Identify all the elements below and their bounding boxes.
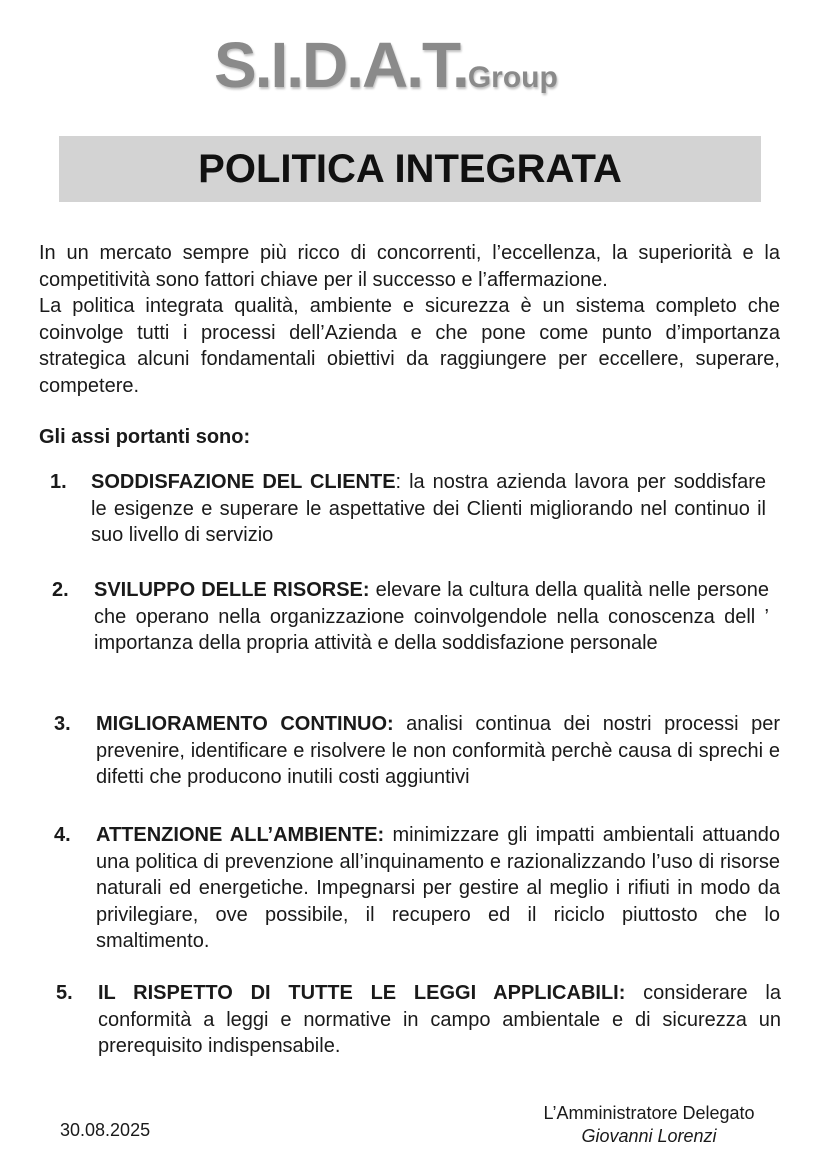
item-heading: SODDISFAZIONE DEL CLIENTE xyxy=(91,471,396,493)
signature-block xyxy=(536,1102,762,1148)
logo-main-text: S.I.D.A.T. xyxy=(214,29,468,101)
item-body: la nostra azienda lavora per soddisfare le esigenze e superare le aspettative dei Clienti migliorando nel continuo il suo livello di servizio xyxy=(91,471,766,546)
item-heading: SVILUPPO DELLE RISORSE: xyxy=(94,579,370,601)
item-body: minimizzare gli impatti ambientali attuando una politica di prevenzione all’inquinamento e razionalizzando l’uso di risorse naturali ed energetiche. Impegnarsi per gestire al meglio i rifiuti in modo da privilegiare, ove possibile, il recupero ed il riciclo piuttosto che lo smaltimento. xyxy=(96,824,780,952)
intro-paragraph-1: In un mercato sempre più ricco di concorrenti, l’eccellenza, la superiorità e la competitività sono fattori chiave per il successo e l’affermazione. xyxy=(39,242,780,291)
item-heading: IL RISPETTO DI TUTTE LE LEGGI APPLICABILI: xyxy=(98,982,626,1004)
company-logo xyxy=(214,30,558,100)
item-heading: MIGLIORAMENTO CONTINUO: xyxy=(96,713,394,735)
signer-name: Giovanni Lorenzi xyxy=(581,1126,717,1146)
item-number: 2. xyxy=(52,579,69,601)
intro-section xyxy=(39,240,780,399)
item-text xyxy=(91,469,766,549)
item-body: elevare la cultura della qualità nelle persone che operano nella organizzazione coinvolgendole nella conoscenza dell ’ importanza della propria attività e della soddisfazione personale xyxy=(94,579,769,654)
item-number: 1. xyxy=(50,471,67,493)
item-number: 5. xyxy=(56,982,73,1004)
item-body: considerare la conformità a leggi e normative in campo ambientale e di sicurezza un prerequisito indispensabile. xyxy=(98,982,782,1057)
item-text xyxy=(98,980,781,1060)
title-band xyxy=(59,136,761,202)
logo-sub-text: Group xyxy=(467,61,558,94)
item-body: analisi continua dei nostri processi per prevenire, identificare e risolvere le non conformità perchè causa di sprechi e difetti che producono inutili costi aggiuntivi xyxy=(96,713,780,788)
item-number: 4. xyxy=(54,824,71,846)
item-heading: ATTENZIONE ALL’AMBIENTE: xyxy=(96,824,385,846)
signer-role: L’Amministratore Delegato xyxy=(543,1103,755,1123)
item-text xyxy=(96,711,780,791)
item-separator: : xyxy=(395,471,402,493)
item-number: 3. xyxy=(54,713,71,735)
document-date: 30.08.2025 xyxy=(60,1120,151,1140)
intro-paragraph-2: La politica integrata qualità, ambiente e sicurezza è un sistema completo che coinvolge tutti i processi dell’Azienda e che pone come punto d’importanza strategica alcuni fondamentali obiettivi da raggiungere per eccellere, superare, competere. xyxy=(39,295,780,397)
item-text xyxy=(94,577,769,657)
assi-heading: Gli assi portanti sono: xyxy=(39,426,251,448)
page-title: POLITICA INTEGRATA xyxy=(198,147,622,191)
item-text xyxy=(96,822,780,955)
